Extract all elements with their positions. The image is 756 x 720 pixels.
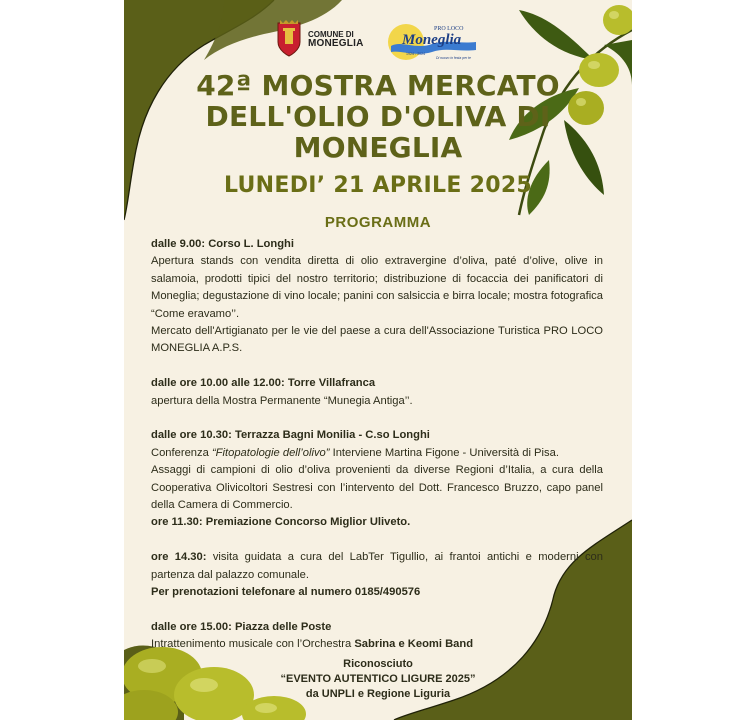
section-5-text — [151, 636, 603, 653]
title-line-1: 42ª MOSTRA MERCATO — [196, 69, 560, 102]
section-4-heading: ore 14.30: — [151, 551, 207, 564]
title-line-3: MONEGLIA — [293, 131, 463, 164]
event-poster — [124, 0, 632, 720]
programma-heading: PROGRAMMA — [324, 214, 432, 231]
comune-logo — [274, 20, 364, 58]
section-3-award: ore 11.30: Premiazione Concorso Miglior Uliveto. — [151, 516, 411, 529]
section-2-text: apertura della Mostra Permanente “Munegia Antiga’’. — [151, 394, 413, 407]
proloco-name-text: Moneglia — [402, 32, 462, 48]
section-3-conference-title: “Fitopatologie dell’olivo” — [211, 446, 330, 459]
section-3-post: Interviene Martina Figone - Università di Pisa. — [329, 446, 559, 459]
section-4-text — [151, 549, 603, 584]
recognition-footer — [244, 657, 512, 702]
section-5-heading: dalle ore 15.00: Piazza delle Poste — [151, 620, 332, 633]
section-1-heading: dalle 9.00: Corso L. Longhi — [151, 238, 294, 250]
event-date: LUNEDI’ 21 APRILE 2025 — [223, 173, 533, 198]
section-3-heading: dalle ore 10.30: Terrazza Bagni Monilia - C.so Longhi — [151, 429, 430, 442]
section-3-pre: Conferenza — [151, 446, 212, 459]
section-1-text-2: Mercato dell'Artigianato per le vie del paese a cura dell'Associazione Turistica PRO LOCO MONEGLIA A.P.S. — [151, 325, 603, 355]
footer-line-3: da UNPLI e Regione Liguria — [305, 688, 451, 700]
comune-name: MONEGLIA — [308, 38, 364, 49]
section-4-booking: Per prenotazioni telefonare al numero 0185/490576 — [151, 586, 421, 599]
logos-row — [124, 18, 632, 66]
footer-line-2: “EVENTO AUTENTICO LIGURE 2025” — [280, 673, 476, 685]
program-content — [151, 236, 603, 654]
title-line-2: DELL'OLIO D'OLIVA DI — [205, 100, 551, 133]
section-3-text-2: Assaggi di campioni di olio d’oliva provenienti da diverse Regioni d’Italia, a cura della Cooperativa Olivicoltori Sestresi con l’intervento del Dott. Francesco Bruzzo, capo panel della Camera di Commercio. — [151, 464, 603, 512]
section-2-heading: dalle ore 10.00 alle 12.00: Torre Villafranca — [151, 377, 376, 390]
event-title — [154, 70, 602, 163]
proloco-years-text: 1924 - 2024 — [406, 52, 426, 56]
footer-line-1: Riconosciuto — [343, 658, 413, 670]
section-5-band: Sabrina e Keomi Band — [354, 638, 474, 651]
comune-label: COMUNE DI — [308, 30, 354, 39]
section-4-description: visita guidata a cura del LabTer Tigullio, ai frantoi antichi e moderni con partenza dal palazzo comunale. — [151, 551, 603, 581]
section-1-text: Apertura stands con vendita diretta di olio extravergine d’oliva, paté d’olive, olive in salamoia, prodotti tipici del nostro territorio; distribuzione di focaccia dei panificatori di Moneglia; degustazione di vino locale; panini con salsiccia e birra locale; mostra fotografica “Come eravamo’’. — [151, 255, 603, 320]
proloco-logo — [386, 22, 478, 62]
proloco-top-text: PRO LOCO — [434, 26, 464, 32]
section-5-pre: Intrattenimento musicale con l’Orchestra — [151, 638, 355, 651]
section-3-text — [151, 445, 603, 462]
comune-crest-icon — [274, 20, 304, 58]
proloco-tagline-text: Di nuovo in festa per te — [436, 56, 471, 60]
